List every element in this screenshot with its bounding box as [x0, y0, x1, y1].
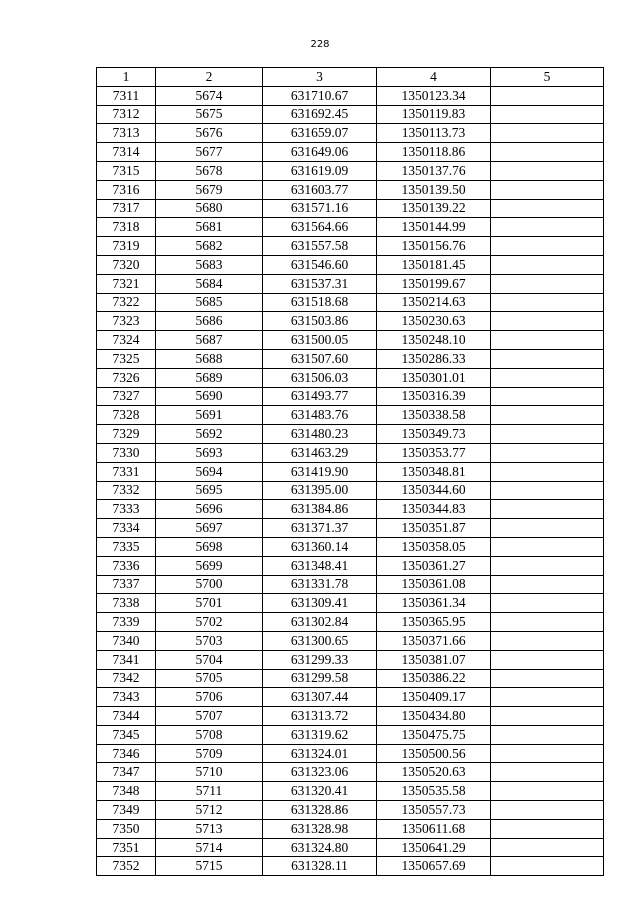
point-number-cell: 5708	[156, 725, 263, 744]
point-number-cell: 5693	[156, 443, 263, 462]
point-number-cell: 5702	[156, 613, 263, 632]
y-coordinate-cell: 1350118.86	[377, 143, 491, 162]
row-number-cell: 7347	[97, 763, 156, 782]
note-cell	[491, 782, 604, 801]
table-row	[97, 255, 604, 274]
note-cell	[491, 161, 604, 180]
row-number-cell: 7333	[97, 500, 156, 519]
row-number-cell: 7336	[97, 556, 156, 575]
x-coordinate-cell: 631518.68	[263, 293, 377, 312]
table-row	[97, 237, 604, 256]
table-row	[97, 669, 604, 688]
point-number-cell: 5700	[156, 575, 263, 594]
y-coordinate-cell: 1350365.95	[377, 613, 491, 632]
row-number-cell: 7328	[97, 406, 156, 425]
y-coordinate-cell: 1350557.73	[377, 801, 491, 820]
table-row	[97, 425, 604, 444]
note-cell	[491, 763, 604, 782]
y-coordinate-cell: 1350248.10	[377, 331, 491, 350]
y-coordinate-cell: 1350286.33	[377, 349, 491, 368]
note-cell	[491, 293, 604, 312]
note-cell	[491, 857, 604, 876]
y-coordinate-cell: 1350358.05	[377, 537, 491, 556]
note-cell	[491, 368, 604, 387]
note-cell	[491, 537, 604, 556]
table-row	[97, 274, 604, 293]
point-number-cell: 5685	[156, 293, 263, 312]
y-coordinate-cell: 1350316.39	[377, 387, 491, 406]
point-number-cell: 5675	[156, 105, 263, 124]
y-coordinate-cell: 1350137.76	[377, 161, 491, 180]
note-cell	[491, 650, 604, 669]
x-coordinate-cell: 631395.00	[263, 481, 377, 500]
row-number-cell: 7311	[97, 86, 156, 105]
point-number-cell: 5713	[156, 819, 263, 838]
row-number-cell: 7319	[97, 237, 156, 256]
row-number-cell: 7341	[97, 650, 156, 669]
note-cell	[491, 575, 604, 594]
row-number-cell: 7313	[97, 124, 156, 143]
x-coordinate-cell: 631299.58	[263, 669, 377, 688]
row-number-cell: 7317	[97, 199, 156, 218]
x-coordinate-cell: 631360.14	[263, 537, 377, 556]
note-cell	[491, 481, 604, 500]
table-row	[97, 218, 604, 237]
x-coordinate-cell: 631692.45	[263, 105, 377, 124]
table-row	[97, 650, 604, 669]
point-number-cell: 5707	[156, 707, 263, 726]
y-coordinate-cell: 1350338.58	[377, 406, 491, 425]
table-row	[97, 819, 604, 838]
table-row	[97, 312, 604, 331]
x-coordinate-cell: 631331.78	[263, 575, 377, 594]
row-number-cell: 7327	[97, 387, 156, 406]
point-number-cell: 5710	[156, 763, 263, 782]
y-coordinate-cell: 1350353.77	[377, 443, 491, 462]
x-coordinate-cell: 631300.65	[263, 631, 377, 650]
row-number-cell: 7320	[97, 255, 156, 274]
row-number-cell: 7315	[97, 161, 156, 180]
y-coordinate-cell: 1350361.27	[377, 556, 491, 575]
row-number-cell: 7339	[97, 613, 156, 632]
table-row	[97, 500, 604, 519]
row-number-cell: 7322	[97, 293, 156, 312]
table-row	[97, 406, 604, 425]
table-row	[97, 744, 604, 763]
note-cell	[491, 556, 604, 575]
table-row	[97, 180, 604, 199]
row-number-cell: 7331	[97, 462, 156, 481]
table-row	[97, 688, 604, 707]
x-coordinate-cell: 631557.58	[263, 237, 377, 256]
table-row	[97, 782, 604, 801]
row-number-cell: 7314	[97, 143, 156, 162]
point-number-cell: 5715	[156, 857, 263, 876]
note-cell	[491, 387, 604, 406]
note-cell	[491, 744, 604, 763]
row-number-cell: 7337	[97, 575, 156, 594]
table-row	[97, 161, 604, 180]
x-coordinate-cell: 631619.09	[263, 161, 377, 180]
point-number-cell: 5684	[156, 274, 263, 293]
x-coordinate-cell: 631603.77	[263, 180, 377, 199]
note-cell	[491, 707, 604, 726]
row-number-cell: 7323	[97, 312, 156, 331]
table-row	[97, 838, 604, 857]
point-number-cell: 5695	[156, 481, 263, 500]
row-number-cell: 7348	[97, 782, 156, 801]
point-number-cell: 5692	[156, 425, 263, 444]
note-cell	[491, 105, 604, 124]
table-row	[97, 725, 604, 744]
row-number-cell: 7344	[97, 707, 156, 726]
y-coordinate-cell: 1350434.80	[377, 707, 491, 726]
note-cell	[491, 199, 604, 218]
point-number-cell: 5689	[156, 368, 263, 387]
point-number-cell: 5686	[156, 312, 263, 331]
y-coordinate-cell: 1350349.73	[377, 425, 491, 444]
point-number-cell: 5703	[156, 631, 263, 650]
point-number-cell: 5696	[156, 500, 263, 519]
table-row	[97, 631, 604, 650]
table-row	[97, 613, 604, 632]
point-number-cell: 5681	[156, 218, 263, 237]
note-cell	[491, 669, 604, 688]
y-coordinate-cell: 1350214.63	[377, 293, 491, 312]
row-number-cell: 7326	[97, 368, 156, 387]
x-coordinate-cell: 631546.60	[263, 255, 377, 274]
x-coordinate-cell: 631328.11	[263, 857, 377, 876]
y-coordinate-cell: 1350475.75	[377, 725, 491, 744]
x-coordinate-cell: 631307.44	[263, 688, 377, 707]
table-row	[97, 331, 604, 350]
note-cell	[491, 274, 604, 293]
column-header-1: 1	[97, 68, 156, 87]
row-number-cell: 7349	[97, 801, 156, 820]
point-number-cell: 5690	[156, 387, 263, 406]
y-coordinate-cell: 1350520.63	[377, 763, 491, 782]
note-cell	[491, 406, 604, 425]
x-coordinate-cell: 631503.86	[263, 312, 377, 331]
note-cell	[491, 331, 604, 350]
x-coordinate-cell: 631506.03	[263, 368, 377, 387]
row-number-cell: 7329	[97, 425, 156, 444]
table-row	[97, 801, 604, 820]
column-header-5: 5	[491, 68, 604, 87]
table-row	[97, 143, 604, 162]
table-row	[97, 857, 604, 876]
row-number-cell: 7351	[97, 838, 156, 857]
y-coordinate-cell: 1350351.87	[377, 519, 491, 538]
x-coordinate-cell: 631302.84	[263, 613, 377, 632]
note-cell	[491, 838, 604, 857]
coordinates-table	[96, 67, 604, 876]
note-cell	[491, 237, 604, 256]
point-number-cell: 5680	[156, 199, 263, 218]
table-row	[97, 763, 604, 782]
table-row	[97, 387, 604, 406]
table-header-row	[97, 68, 604, 87]
note-cell	[491, 425, 604, 444]
table-body	[97, 86, 604, 875]
note-cell	[491, 613, 604, 632]
row-number-cell: 7318	[97, 218, 156, 237]
row-number-cell: 7325	[97, 349, 156, 368]
x-coordinate-cell: 631659.07	[263, 124, 377, 143]
table-row	[97, 594, 604, 613]
note-cell	[491, 519, 604, 538]
note-cell	[491, 801, 604, 820]
point-number-cell: 5698	[156, 537, 263, 556]
note-cell	[491, 500, 604, 519]
y-coordinate-cell: 1350113.73	[377, 124, 491, 143]
table-row	[97, 349, 604, 368]
table-row	[97, 86, 604, 105]
x-coordinate-cell: 631324.80	[263, 838, 377, 857]
point-number-cell: 5691	[156, 406, 263, 425]
x-coordinate-cell: 631319.62	[263, 725, 377, 744]
table-row	[97, 556, 604, 575]
point-number-cell: 5676	[156, 124, 263, 143]
x-coordinate-cell: 631309.41	[263, 594, 377, 613]
point-number-cell: 5687	[156, 331, 263, 350]
table-row	[97, 124, 604, 143]
x-coordinate-cell: 631480.23	[263, 425, 377, 444]
row-number-cell: 7316	[97, 180, 156, 199]
x-coordinate-cell: 631324.01	[263, 744, 377, 763]
row-number-cell: 7324	[97, 331, 156, 350]
y-coordinate-cell: 1350500.56	[377, 744, 491, 763]
x-coordinate-cell: 631348.41	[263, 556, 377, 575]
table-row	[97, 368, 604, 387]
column-header-3: 3	[263, 68, 377, 87]
row-number-cell: 7321	[97, 274, 156, 293]
row-number-cell: 7343	[97, 688, 156, 707]
y-coordinate-cell: 1350641.29	[377, 838, 491, 857]
y-coordinate-cell: 1350123.34	[377, 86, 491, 105]
table-row	[97, 462, 604, 481]
x-coordinate-cell: 631384.86	[263, 500, 377, 519]
y-coordinate-cell: 1350535.58	[377, 782, 491, 801]
x-coordinate-cell: 631537.31	[263, 274, 377, 293]
note-cell	[491, 312, 604, 331]
row-number-cell: 7334	[97, 519, 156, 538]
point-number-cell: 5711	[156, 782, 263, 801]
table-row	[97, 537, 604, 556]
x-coordinate-cell: 631323.06	[263, 763, 377, 782]
y-coordinate-cell: 1350361.34	[377, 594, 491, 613]
table-row	[97, 105, 604, 124]
y-coordinate-cell: 1350156.76	[377, 237, 491, 256]
point-number-cell: 5679	[156, 180, 263, 199]
table-row	[97, 575, 604, 594]
y-coordinate-cell: 1350657.69	[377, 857, 491, 876]
point-number-cell: 5712	[156, 801, 263, 820]
y-coordinate-cell: 1350301.01	[377, 368, 491, 387]
x-coordinate-cell: 631483.76	[263, 406, 377, 425]
note-cell	[491, 143, 604, 162]
x-coordinate-cell: 631419.90	[263, 462, 377, 481]
column-header-2: 2	[156, 68, 263, 87]
x-coordinate-cell: 631571.16	[263, 199, 377, 218]
point-number-cell: 5705	[156, 669, 263, 688]
x-coordinate-cell: 631507.60	[263, 349, 377, 368]
row-number-cell: 7345	[97, 725, 156, 744]
y-coordinate-cell: 1350181.45	[377, 255, 491, 274]
row-number-cell: 7342	[97, 669, 156, 688]
note-cell	[491, 124, 604, 143]
point-number-cell: 5688	[156, 349, 263, 368]
x-coordinate-cell: 631500.05	[263, 331, 377, 350]
row-number-cell: 7338	[97, 594, 156, 613]
x-coordinate-cell: 631710.67	[263, 86, 377, 105]
y-coordinate-cell: 1350139.22	[377, 199, 491, 218]
point-number-cell: 5694	[156, 462, 263, 481]
y-coordinate-cell: 1350371.66	[377, 631, 491, 650]
table-row	[97, 707, 604, 726]
note-cell	[491, 443, 604, 462]
row-number-cell: 7332	[97, 481, 156, 500]
y-coordinate-cell: 1350144.99	[377, 218, 491, 237]
y-coordinate-cell: 1350139.50	[377, 180, 491, 199]
note-cell	[491, 180, 604, 199]
note-cell	[491, 631, 604, 650]
y-coordinate-cell: 1350119.83	[377, 105, 491, 124]
note-cell	[491, 255, 604, 274]
point-number-cell: 5682	[156, 237, 263, 256]
note-cell	[491, 218, 604, 237]
y-coordinate-cell: 1350409.17	[377, 688, 491, 707]
x-coordinate-cell: 631299.33	[263, 650, 377, 669]
row-number-cell: 7346	[97, 744, 156, 763]
y-coordinate-cell: 1350348.81	[377, 462, 491, 481]
x-coordinate-cell: 631313.72	[263, 707, 377, 726]
point-number-cell: 5699	[156, 556, 263, 575]
note-cell	[491, 688, 604, 707]
page-number: 228	[310, 39, 330, 50]
note-cell	[491, 725, 604, 744]
row-number-cell: 7352	[97, 857, 156, 876]
y-coordinate-cell: 1350386.22	[377, 669, 491, 688]
y-coordinate-cell: 1350199.67	[377, 274, 491, 293]
row-number-cell: 7340	[97, 631, 156, 650]
row-number-cell: 7330	[97, 443, 156, 462]
point-number-cell: 5701	[156, 594, 263, 613]
point-number-cell: 5714	[156, 838, 263, 857]
point-number-cell: 5677	[156, 143, 263, 162]
y-coordinate-cell: 1350344.60	[377, 481, 491, 500]
row-number-cell: 7335	[97, 537, 156, 556]
x-coordinate-cell: 631371.37	[263, 519, 377, 538]
note-cell	[491, 819, 604, 838]
point-number-cell: 5683	[156, 255, 263, 274]
row-number-cell: 7350	[97, 819, 156, 838]
row-number-cell: 7312	[97, 105, 156, 124]
x-coordinate-cell: 631328.86	[263, 801, 377, 820]
note-cell	[491, 86, 604, 105]
y-coordinate-cell: 1350344.83	[377, 500, 491, 519]
y-coordinate-cell: 1350611.68	[377, 819, 491, 838]
y-coordinate-cell: 1350361.08	[377, 575, 491, 594]
y-coordinate-cell: 1350230.63	[377, 312, 491, 331]
table-row	[97, 293, 604, 312]
note-cell	[491, 462, 604, 481]
point-number-cell: 5678	[156, 161, 263, 180]
x-coordinate-cell: 631320.41	[263, 782, 377, 801]
note-cell	[491, 594, 604, 613]
point-number-cell: 5697	[156, 519, 263, 538]
point-number-cell: 5709	[156, 744, 263, 763]
point-number-cell: 5704	[156, 650, 263, 669]
x-coordinate-cell: 631328.98	[263, 819, 377, 838]
column-header-4: 4	[377, 68, 491, 87]
x-coordinate-cell: 631493.77	[263, 387, 377, 406]
x-coordinate-cell: 631564.66	[263, 218, 377, 237]
table-row	[97, 481, 604, 500]
x-coordinate-cell: 631463.29	[263, 443, 377, 462]
x-coordinate-cell: 631649.06	[263, 143, 377, 162]
point-number-cell: 5674	[156, 86, 263, 105]
table-row	[97, 199, 604, 218]
y-coordinate-cell: 1350381.07	[377, 650, 491, 669]
table-row	[97, 519, 604, 538]
point-number-cell: 5706	[156, 688, 263, 707]
table-row	[97, 443, 604, 462]
note-cell	[491, 349, 604, 368]
